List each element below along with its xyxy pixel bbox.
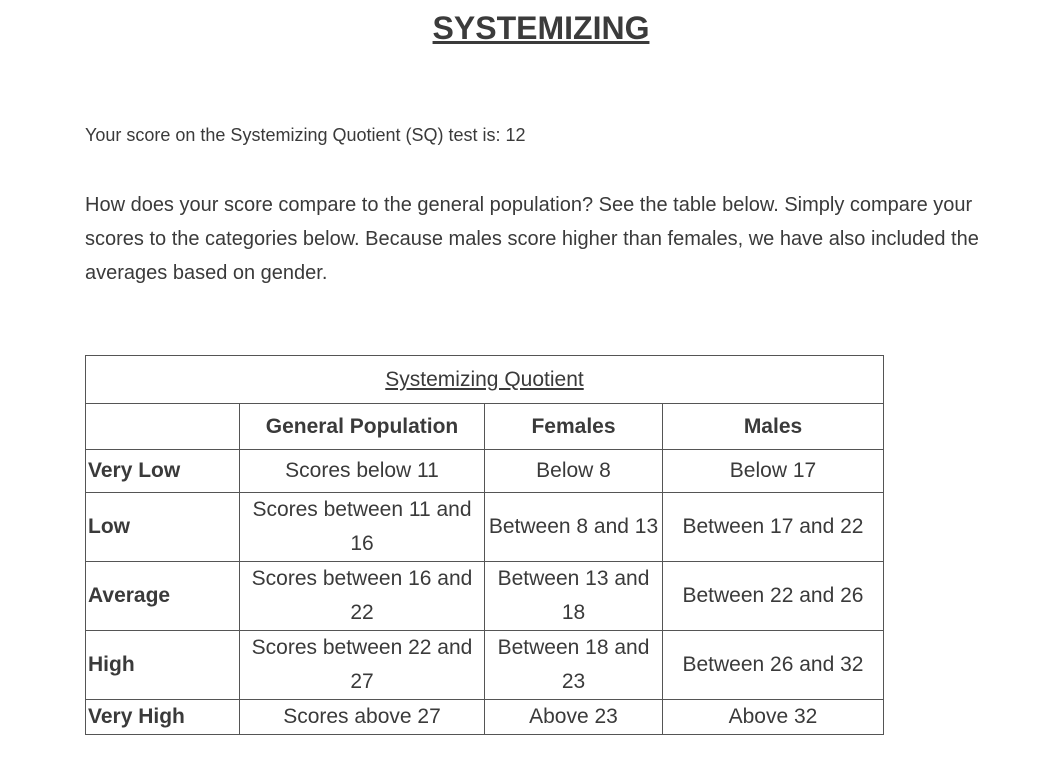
systemizing-table <box>85 355 884 735</box>
header-males: Males <box>663 404 884 450</box>
general-cell: Scores between 16 and 22 <box>240 562 485 631</box>
table-row <box>86 631 884 700</box>
general-cell: Scores below 11 <box>240 450 485 493</box>
females-cell: Below 8 <box>485 450 663 493</box>
intro-paragraph: How does your score compare to the general population? See the table below. Simply compare your scores to the categories below. Because males score higher than females, we have also included the averages based on gender. <box>85 194 979 284</box>
table-row <box>86 450 884 493</box>
table-row <box>86 700 884 735</box>
table-row <box>86 562 884 631</box>
table-header-row <box>86 404 884 450</box>
category-cell: Very High <box>86 700 240 735</box>
general-cell: Scores above 27 <box>240 700 485 735</box>
page-title: SYSTEMIZING <box>432 10 650 46</box>
category-cell: Average <box>86 562 240 631</box>
females-cell: Between 13 and 18 <box>485 562 663 631</box>
general-cell: Scores between 11 and 16 <box>240 493 485 562</box>
table-caption-row <box>86 356 884 404</box>
females-cell: Above 23 <box>485 700 663 735</box>
table-caption: Systemizing Quotient <box>86 356 884 404</box>
males-cell: Between 26 and 32 <box>663 631 884 700</box>
score-line: Your score on the Systemizing Quotient (SQ) test is: 12 <box>85 125 526 145</box>
males-cell: Below 17 <box>663 450 884 493</box>
category-cell: Low <box>86 493 240 562</box>
header-cell-empty <box>86 404 240 450</box>
males-cell: Between 22 and 26 <box>663 562 884 631</box>
females-cell: Between 18 and 23 <box>485 631 663 700</box>
header-general-population: General Population <box>240 404 485 450</box>
header-females: Females <box>485 404 663 450</box>
males-cell: Above 32 <box>663 700 884 735</box>
category-cell: High <box>86 631 240 700</box>
males-cell: Between 17 and 22 <box>663 493 884 562</box>
table-row <box>86 493 884 562</box>
category-cell: Very Low <box>86 450 240 493</box>
females-cell: Between 8 and 13 <box>485 493 663 562</box>
general-cell: Scores between 22 and 27 <box>240 631 485 700</box>
